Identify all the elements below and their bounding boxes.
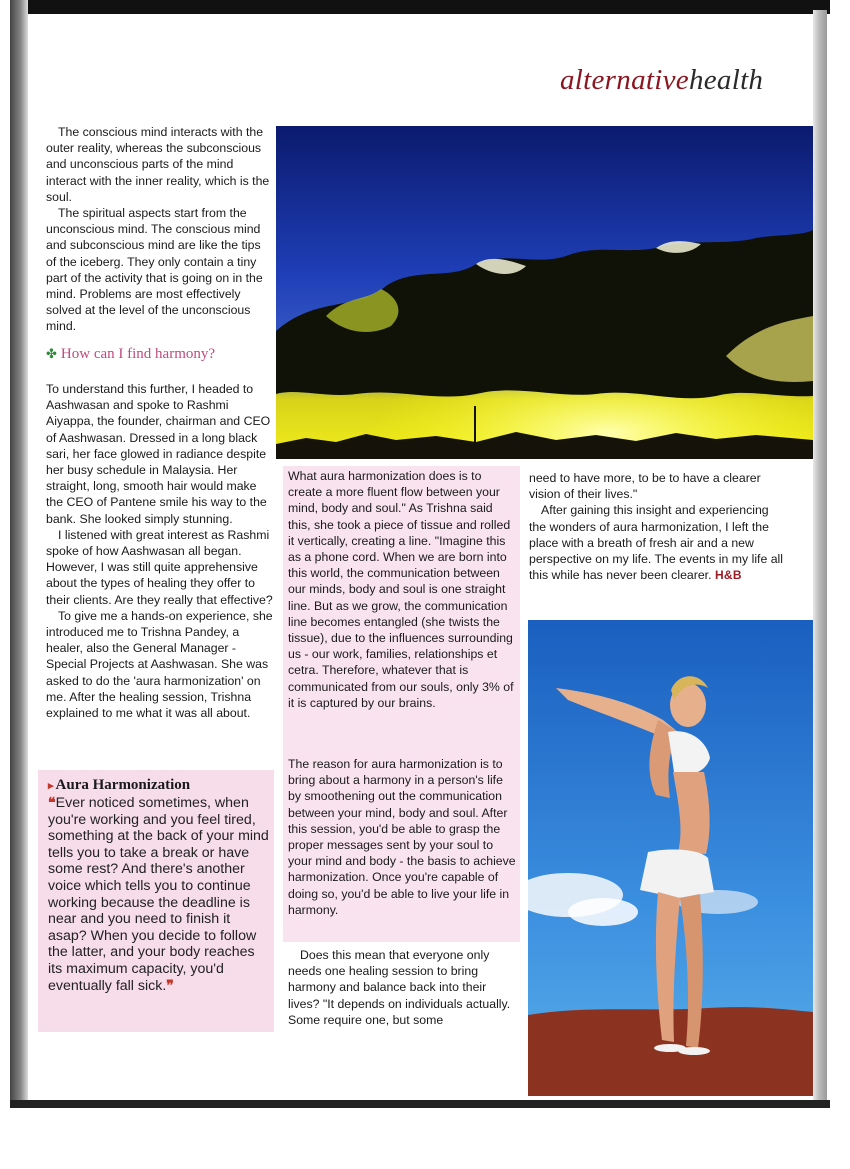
subhead-text: How can I find harmony? bbox=[60, 346, 216, 362]
column2-paragraph-2 bbox=[288, 756, 518, 918]
sky-clouds-photo bbox=[276, 126, 813, 459]
column3-text bbox=[529, 470, 785, 583]
close-quote-icon: ❞ bbox=[166, 977, 174, 994]
clover-icon: ✤ bbox=[46, 346, 57, 361]
scan-edge-top bbox=[10, 0, 830, 14]
column3-paragraph-2 bbox=[529, 502, 785, 583]
scan-edge-bottom bbox=[10, 1100, 830, 1108]
section-header-alternative: alternative bbox=[560, 64, 689, 96]
pullquote-text bbox=[48, 795, 270, 994]
pullquote-body: Ever noticed sometimes, when you're working and you feel tired, something at the back of your mind tells you to take a break or have some rest? And there's another voice which tells you to continue working because the deadline is near and you need to finish it asap? When you decide to follow the latter, and your body reaches its maximum capacity, you'd eventually fall sick. bbox=[48, 795, 269, 994]
scan-edge-left bbox=[10, 0, 28, 1108]
pullquote-marker-icon: ▸ bbox=[48, 780, 54, 792]
column1-body-paragraph-3: To give me a hands-on experience, she introduced me to Trishna Pandey, a healer, also the General Manager - Special Projects at Aashwasan. She was asked to do the 'aura harmonization' on me. After the healing session, Trishna explained to me what it was all about. bbox=[46, 608, 273, 721]
column2-paragraph-3 bbox=[288, 947, 518, 1028]
open-quote-icon: ❝ bbox=[48, 795, 56, 811]
pullquote-title-text: Aura Harmonization bbox=[55, 777, 191, 793]
column2-paragraph-1-text: What aura harmonization does is to create a more fluent flow between your mind, body and soul." As Trishna said this, she took a piece of tissue and rolled it vertically, creating a line. "Imagine this as a phone cord. When we are born into this world, the communication between our minds, body and soul is one straight line. But as we grow, the communication line becomes entangled (she twists the tissue), due to the influences surrounding us - our work, families, relationships et cetra. Therefore, whatever that is communicated from our souls, only 3% of it is captured by our brains. bbox=[288, 469, 514, 710]
pullquote-title bbox=[48, 777, 190, 794]
column3-paragraph-2-text: After gaining this insight and experiencing the wonders of aura harmonization, I left the place with a breath of fresh air and a new perspective on my life. The events in my life all this while has never been clearer. bbox=[529, 503, 784, 583]
section-header-health: health bbox=[688, 64, 764, 96]
column1-intro-paragraph-1: The conscious mind interacts with the outer reality, whereas the subconscious and unconscious parts of the mind interact with the inner reality, which is the soul. bbox=[46, 125, 270, 204]
column1-intro bbox=[46, 124, 273, 335]
column1-subhead bbox=[46, 346, 273, 362]
scan-edge-right bbox=[813, 10, 827, 1106]
column3-paragraph-1: need to have more, to be to have a clearer vision of their lives." bbox=[529, 471, 761, 502]
column1-intro-paragraph-2: The spiritual aspects start from the unconscious mind. The conscious mind and subconscious mind are like the tips of the iceberg. They only contain a tiny part of the activity that is going on in the mind. Problems are most effectively solved at the level of the unconscious mind. bbox=[46, 206, 263, 334]
column2-paragraph-1 bbox=[288, 468, 518, 711]
column1-body-paragraph-2: I listened with great interest as Rashmi spoke of how Aashwasan all began. However, I was still quite apprehensive about the types of healing they offer to their clients. Are they really that effective? bbox=[46, 527, 273, 607]
column1-body-paragraph-1: To understand this further, I headed to Aashwasan and spoke to Rashmi Aiyappa, the founder, chairman and CEO of Aashwasan. Dressed in a long black sari, her face glowed in radiance despite her busy schedule in Malaysia. Her straight, long, smooth hair would make the CEO of Pantene smile his way to the bank. She looked simply stunning. bbox=[46, 382, 271, 526]
signoff-hb: H&B bbox=[714, 568, 742, 583]
column2-paragraph-3-text: Does this mean that everyone only needs one healing session to bring harmony and balance back into their lives? "It depends on individuals actually. Some require one, but some bbox=[288, 948, 511, 1027]
column2-paragraph-2-text: The reason for aura harmonization is to bring about a harmony in a person's life by smoothening out the communication between your mind, body and soul. After this session, you'd be able to grasp the proper messages sent by your soul to your mind and body - the basis to achieve harmonization. Once you're capable of doing so, you'd be able to live your life in harmony. bbox=[288, 757, 516, 917]
section-header bbox=[560, 64, 763, 97]
woman-stretching-photo bbox=[528, 620, 813, 1096]
column1-body bbox=[46, 381, 275, 721]
